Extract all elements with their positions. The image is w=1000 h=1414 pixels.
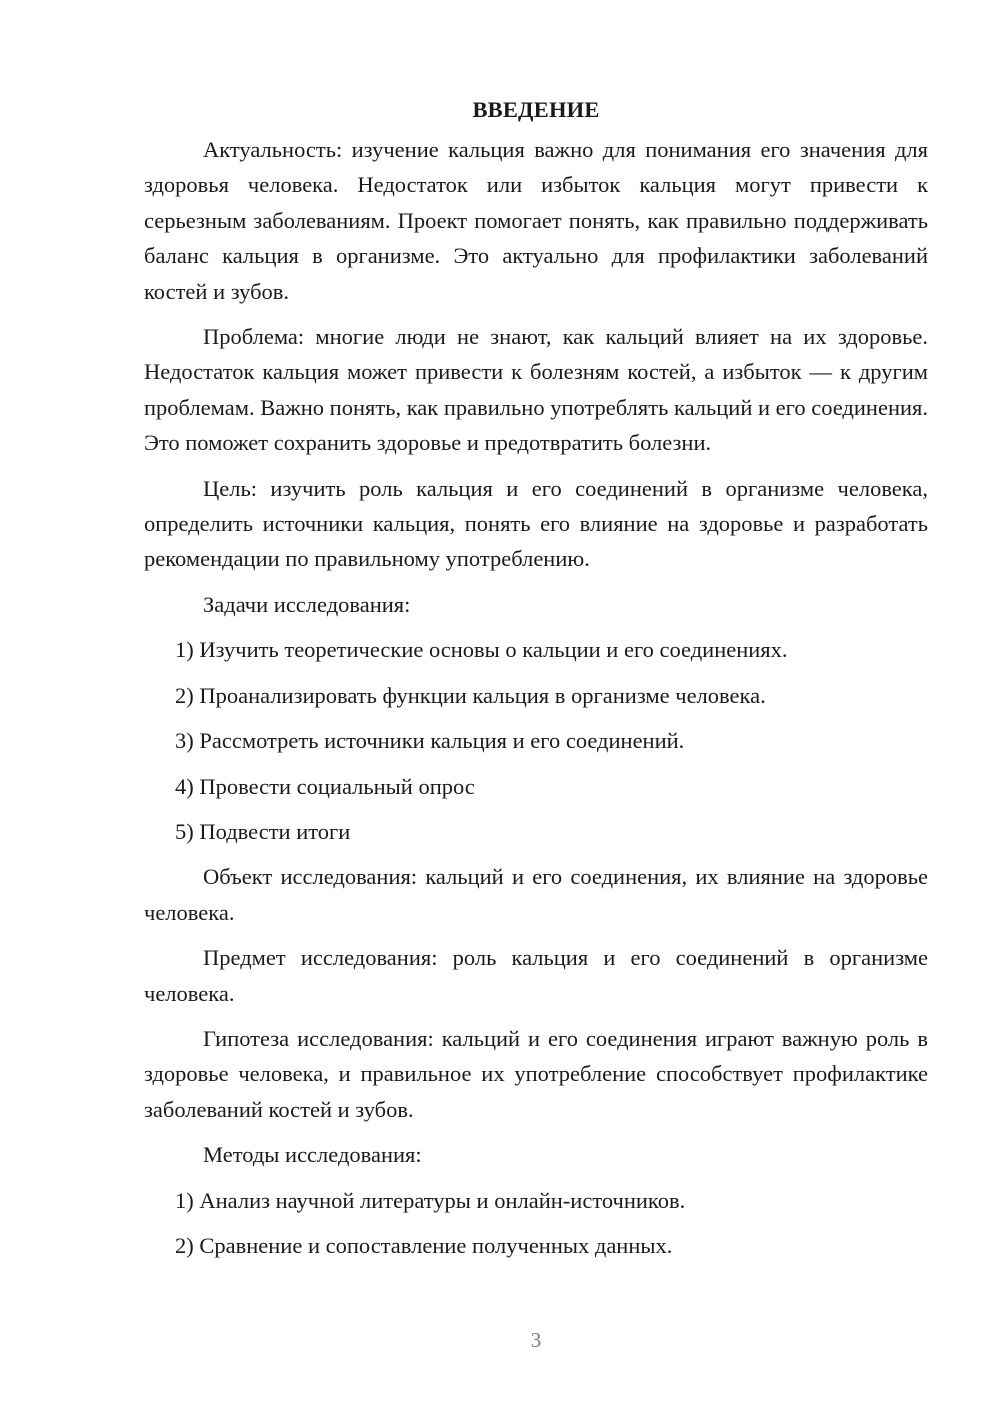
page-number: 3 xyxy=(530,1328,542,1352)
list-item: 2) Сравнение и сопоставление полученных данных. xyxy=(175,1232,673,1258)
tasks-heading: Задачи исследования: xyxy=(203,591,411,617)
tasks-list xyxy=(144,632,928,849)
methods-list xyxy=(144,1183,928,1264)
object-paragraph: Объект исследования: кальций и его соединения, их влияние на здоровье человека. xyxy=(144,864,928,925)
list-item: 1) Анализ научной литературы и онлайн-источников. xyxy=(175,1187,686,1213)
list-item: 5) Подвести итоги xyxy=(175,818,351,844)
list-item: 1) Изучить теоретические основы о кальции и его соединениях. xyxy=(175,637,788,663)
relevance-paragraph: Актуальность: изучение кальция важно для понимания его значения для здоровья человека. Недостаток или избыток кальция могут привести к серьезным заболеваниям. Проект помогает понять, как правильно поддерживать баланс кальция в организме. Это актуально для профилактики заболеваний костей и зубов. xyxy=(144,137,928,304)
list-item: 3) Рассмотреть источники кальция и его соединений. xyxy=(175,728,685,754)
subject-paragraph: Предмет исследования: роль кальция и его соединений в организме человека. xyxy=(144,945,928,1006)
methods-heading: Методы исследования: xyxy=(203,1142,422,1168)
hypothesis-paragraph: Гипотеза исследования: кальций и его соединения играют важную роль в здоровье человека, и правильное их употребление способствует профилактике заболеваний костей и зубов. xyxy=(144,1025,928,1122)
problem-paragraph: Проблема: многие люди не знают, как кальций влияет на их здоровье. Недостаток кальция может привести к болезням костей, а избыток — к другим проблемам. Важно понять, как правильно употреблять кальций и его соединения. Это поможет сохранить здоровье и предотвратить болезни. xyxy=(144,324,928,456)
goal-paragraph: Цель: изучить роль кальция и его соединений в организме человека, определить источники кальция, понять его влияние на здоровье и разработать рекомендации по правильному употреблению. xyxy=(144,475,928,572)
list-item: 2) Проанализировать функции кальция в организме человека. xyxy=(175,682,766,708)
list-item: 4) Провести социальный опрос xyxy=(175,773,475,799)
document-page xyxy=(144,92,928,1273)
section-title: ВВЕДЕНИЕ xyxy=(472,97,600,122)
